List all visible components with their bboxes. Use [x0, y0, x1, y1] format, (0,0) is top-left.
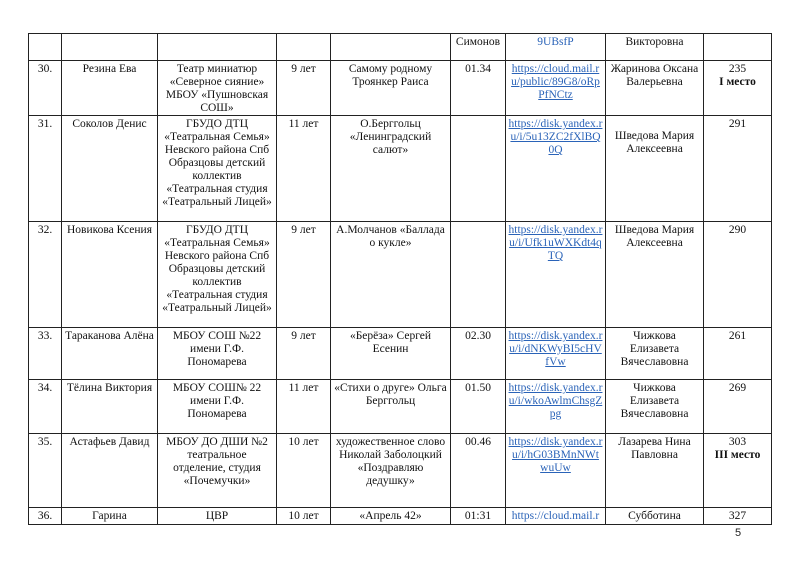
cell-work: Самому родному Троянкер Раиса: [331, 61, 451, 116]
score-value: 269: [728, 382, 747, 394]
cell-num: [29, 34, 62, 61]
video-link[interactable]: https://disk.yandex.ru/i/Ufk1uWXKdt4qTQ: [508, 224, 603, 262]
cell-name: Астафьев Давид: [62, 434, 158, 508]
video-link[interactable]: https://disk.yandex.ru/i/hG03BMnNWtwuUw: [508, 436, 603, 474]
cell-age: 10 лет: [277, 434, 331, 508]
page-number: 5: [735, 527, 742, 539]
cell-teacher: Лазарева Нина Павловна: [606, 434, 704, 508]
cell-link: [506, 380, 606, 434]
score-value: 261: [728, 330, 747, 342]
cell-link: [506, 116, 606, 222]
place-badge: III место: [714, 449, 761, 461]
cell-teacher: Субботина: [606, 508, 704, 525]
cell-duration: [451, 116, 506, 222]
score-value: 235: [728, 63, 747, 75]
cell-num: 34.: [29, 380, 62, 434]
cell-num: 33.: [29, 328, 62, 380]
cell-score: [704, 508, 772, 525]
cell-teacher: Жаринова Оксана Валерьевна: [606, 61, 704, 116]
cell-num: 31.: [29, 116, 62, 222]
cell-num: 35.: [29, 434, 62, 508]
cell-organization: ГБУДО ДТЦ «Театральная Семья» Невского района Спб Образцовы детский коллектив «Театральная студия «Театральный Лицей»: [158, 222, 277, 328]
cell-organization: ЦВР: [158, 508, 277, 525]
cell-work: А.Молчанов «Баллада о кукле»: [331, 222, 451, 328]
cell-duration: 00.46: [451, 434, 506, 508]
cell-duration: 01.34: [451, 61, 506, 116]
cell-teacher: Шведова Мария Алексеевна: [606, 116, 704, 222]
cell-age: 11 лет: [277, 380, 331, 434]
cell-score: [704, 61, 772, 116]
cell-organization: МБОУ ДО ДШИ №2 театральное отделение, студия «Почемучки»: [158, 434, 277, 508]
cell-score: [704, 328, 772, 380]
table-row: [29, 434, 772, 508]
cell-organization: Театр миниатюр «Северное сияние» МБОУ «Пушновская СОШ»: [158, 61, 277, 116]
cell-age: 10 лет: [277, 508, 331, 525]
cell-organization: ГБУДО ДТЦ «Театральная Семья» Невского района Спб Образцовы детский коллектив «Театральная студия «Театральный Лицей»: [158, 116, 277, 222]
cell-age: 9 лет: [277, 222, 331, 328]
cell-score: [704, 380, 772, 434]
cell-teacher: Чижкова Елизавета Вячеславовна: [606, 328, 704, 380]
cell-age: 11 лет: [277, 116, 331, 222]
cell-age: 9 лет: [277, 61, 331, 116]
cell-name: Резина Ева: [62, 61, 158, 116]
cell-duration: 02.30: [451, 328, 506, 380]
cell-teacher: Чижкова Елизавета Вячеславовна: [606, 380, 704, 434]
table-row: [29, 61, 772, 116]
cell-duration: 01.50: [451, 380, 506, 434]
cell-name: Тараканова Алёна: [62, 328, 158, 380]
cell-name: Соколов Денис: [62, 116, 158, 222]
cell-link: [506, 222, 606, 328]
cell-name: Тёлина Виктория: [62, 380, 158, 434]
cell-work: «Апрель 42»: [331, 508, 451, 525]
cell-link: [506, 328, 606, 380]
video-link[interactable]: https://disk.yandex.ru/i/5u13ZC2fXlBQ0Q: [508, 118, 603, 156]
table-row: [29, 380, 772, 434]
cell-work: «Стихи о друге» Ольга Берггольц: [331, 380, 451, 434]
cell-duration: 01:31: [451, 508, 506, 525]
cell-link: [506, 508, 606, 525]
cell-num: 30.: [29, 61, 62, 116]
cell-link: [506, 61, 606, 116]
cell-duration: [451, 222, 506, 328]
cell-age: 9 лет: [277, 328, 331, 380]
table-row: [29, 222, 772, 328]
cell-work: О.Берггольц «Ленинградский салют»: [331, 116, 451, 222]
table-row: [29, 328, 772, 380]
cell-duration: Симонов: [451, 34, 506, 61]
cell-link: [506, 434, 606, 508]
cell-work: «Берёза» Сергей Есенин: [331, 328, 451, 380]
cell-organization: [158, 34, 277, 61]
cell-score: [704, 434, 772, 508]
cell-link: [506, 34, 606, 61]
score-value: 291: [728, 118, 747, 130]
video-link[interactable]: 9UBsfP: [537, 36, 574, 48]
cell-teacher: Викторовна: [606, 34, 704, 61]
cell-organization: МБОУ СОШ №22 имени Г.Ф. Пономарева: [158, 328, 277, 380]
cell-num: 32.: [29, 222, 62, 328]
video-link[interactable]: https://disk.yandex.ru/i/wkoAwlmChsgZpg: [508, 382, 603, 420]
results-table: [28, 33, 772, 525]
table-row: [29, 508, 772, 525]
place-badge: I место: [719, 76, 756, 88]
video-link[interactable]: https://cloud.mail.r: [511, 510, 600, 522]
table-row: [29, 116, 772, 222]
cell-name: Гарина: [62, 508, 158, 525]
cell-score: [704, 116, 772, 222]
cell-num: 36.: [29, 508, 62, 525]
cell-work: [331, 34, 451, 61]
cell-age: [277, 34, 331, 61]
video-link[interactable]: https://disk.yandex.ru/i/dNKWyBI5cHVfVw: [508, 330, 603, 368]
cell-teacher: Шведова Мария Алексеевна: [606, 222, 704, 328]
score-value: 290: [728, 224, 747, 236]
score-value: 327: [728, 510, 747, 522]
cell-work: художественное слово Николай Заболоцкий «Поздравляю дедушку»: [331, 434, 451, 508]
video-link[interactable]: https://cloud.mail.ru/public/89G8/oRpPfNCtz: [511, 63, 600, 101]
score-value: 303: [728, 436, 747, 448]
cell-score: [704, 222, 772, 328]
cell-name: Новикова Ксения: [62, 222, 158, 328]
cell-organization: МБОУ СОШ№ 22 имени Г.Ф. Пономарева: [158, 380, 277, 434]
cell-score: [704, 34, 772, 61]
cell-name: [62, 34, 158, 61]
table-row-continuation: [29, 34, 772, 61]
